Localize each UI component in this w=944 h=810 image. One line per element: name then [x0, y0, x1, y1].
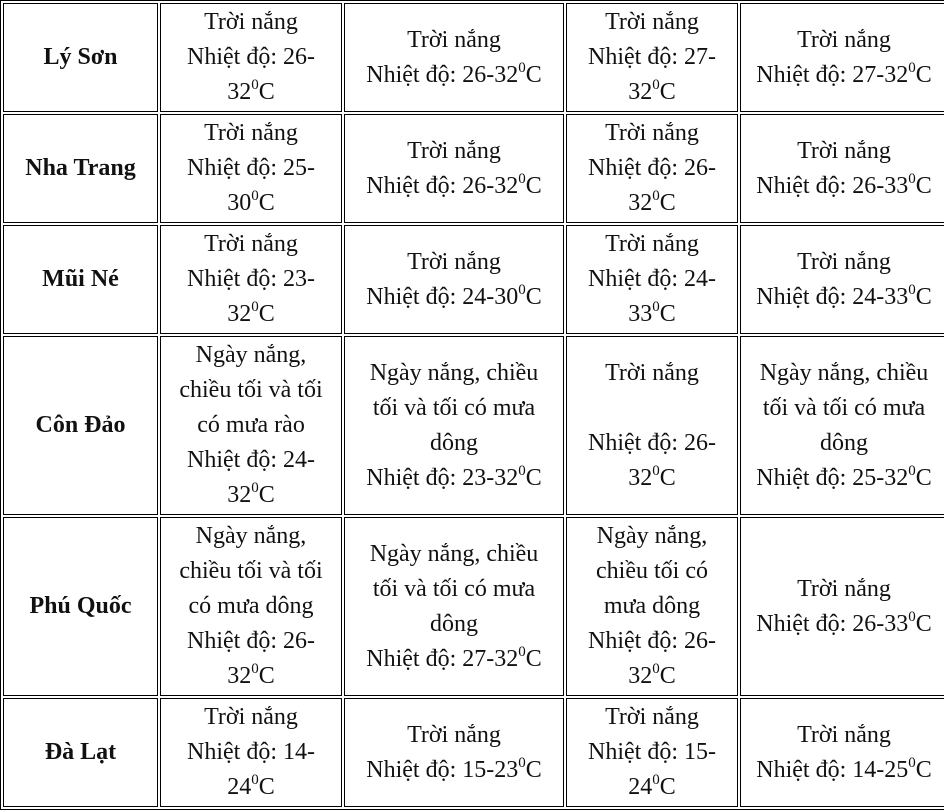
forecast-line — [165, 554, 337, 589]
forecast-text: 24 — [628, 774, 653, 800]
forecast-line — [745, 245, 943, 280]
location-name: Đà Lạt — [3, 698, 158, 807]
forecast-text: Nhiệt độ: 14-25 — [756, 756, 909, 783]
forecast-text: Nhiệt độ: 26- — [187, 44, 315, 70]
forecast-cell — [160, 225, 342, 334]
forecast-text: Trời nắng — [605, 231, 699, 257]
forecast-text: 32 — [628, 464, 653, 491]
forecast-text: Trời nắng — [797, 248, 891, 275]
forecast-line — [571, 426, 733, 461]
forecast-line — [165, 408, 337, 443]
forecast-text: Nhiệt độ: 27- — [588, 44, 716, 70]
forecast-cell — [160, 114, 342, 223]
temperature-unit: C — [258, 482, 275, 508]
degree-superscript: 0 — [908, 462, 916, 479]
forecast-line — [571, 5, 733, 40]
forecast-line — [165, 151, 337, 186]
forecast-text: 24 — [227, 774, 252, 800]
forecast-line — [745, 23, 943, 58]
forecast-line — [745, 753, 943, 788]
forecast-text: chiều tối và tối — [179, 377, 323, 403]
forecast-line — [165, 770, 337, 805]
forecast-line — [745, 461, 943, 496]
forecast-text: Nhiệt độ: 26- — [187, 628, 315, 654]
forecast-text: Trời nắng — [605, 359, 699, 386]
forecast-text: Nhiệt độ: 24- — [187, 447, 315, 473]
location-name: Phú Quốc — [3, 517, 158, 696]
forecast-line — [571, 227, 733, 262]
forecast-cell — [740, 114, 944, 223]
forecast-cell — [344, 3, 564, 112]
forecast-text: Ngày nắng, — [195, 342, 307, 368]
forecast-line — [165, 116, 337, 151]
forecast-text: Trời nắng — [797, 721, 891, 748]
location-name: Nha Trang — [3, 114, 158, 223]
forecast-text: Nhiệt độ: 26-32 — [366, 61, 519, 88]
forecast-line — [165, 262, 337, 297]
forecast-text: Nhiệt độ: 25- — [187, 155, 315, 181]
degree-superscript: 0 — [251, 661, 259, 677]
forecast-text: 30 — [227, 190, 252, 216]
forecast-text: Nhiệt độ: 26- — [588, 429, 716, 456]
forecast-line — [571, 461, 733, 496]
forecast-line — [571, 659, 733, 694]
forecast-cell — [344, 336, 564, 515]
temperature-unit: C — [258, 301, 275, 327]
forecast-line — [745, 391, 943, 426]
forecast-text: dông — [430, 610, 478, 637]
forecast-cell — [160, 698, 342, 807]
forecast-line — [349, 134, 559, 169]
forecast-text: 32 — [227, 482, 252, 508]
forecast-cell — [566, 336, 738, 515]
degree-superscript: 0 — [518, 59, 526, 76]
forecast-cell — [566, 698, 738, 807]
forecast-cell — [344, 114, 564, 223]
degree-superscript: 0 — [518, 462, 526, 479]
forecast-line — [745, 426, 943, 461]
forecast-line — [165, 297, 337, 332]
forecast-line — [571, 186, 733, 221]
forecast-text: Nhiệt độ: 25-32 — [756, 464, 909, 491]
temperature-unit: C — [915, 61, 932, 88]
forecast-line — [165, 373, 337, 408]
degree-superscript: 0 — [652, 661, 660, 677]
forecast-line — [165, 735, 337, 770]
degree-superscript: 0 — [908, 608, 916, 625]
forecast-line — [349, 245, 559, 280]
forecast-line — [349, 356, 559, 391]
forecast-text: Trời nắng — [797, 26, 891, 53]
degree-superscript: 0 — [908, 170, 916, 187]
temperature-unit: C — [525, 172, 542, 199]
forecast-line — [349, 572, 559, 607]
forecast-cell — [566, 3, 738, 112]
forecast-text: 32 — [227, 301, 252, 327]
forecast-text — [649, 395, 655, 421]
forecast-line — [165, 443, 337, 478]
degree-superscript: 0 — [518, 170, 526, 187]
forecast-cell — [344, 698, 564, 807]
forecast-text: 32 — [227, 79, 252, 105]
forecast-cell — [740, 336, 944, 515]
forecast-cell — [740, 517, 944, 696]
forecast-line — [165, 5, 337, 40]
forecast-text: Trời nắng — [407, 248, 501, 275]
table-row — [3, 3, 944, 112]
degree-superscript: 0 — [251, 772, 259, 788]
forecast-line — [571, 770, 733, 805]
forecast-cell — [566, 114, 738, 223]
forecast-text: tối và tối có mưa — [372, 575, 536, 602]
forecast-line — [349, 23, 559, 58]
temperature-unit: C — [525, 283, 542, 310]
forecast-line — [165, 338, 337, 373]
forecast-line — [165, 478, 337, 513]
forecast-text: Nhiệt độ: 23-32 — [366, 464, 519, 491]
forecast-cell — [566, 517, 738, 696]
temperature-unit: C — [915, 283, 932, 310]
forecast-text: Nhiệt độ: 24-30 — [366, 283, 519, 310]
degree-superscript: 0 — [908, 754, 916, 771]
forecast-line — [571, 40, 733, 75]
forecast-text: Trời nắng — [797, 575, 891, 602]
forecast-line — [571, 356, 733, 391]
temperature-unit: C — [659, 774, 676, 800]
forecast-line — [571, 116, 733, 151]
location-name: Mũi Né — [3, 225, 158, 334]
location-name: Côn Đảo — [3, 336, 158, 515]
forecast-line — [349, 461, 559, 496]
degree-superscript: 0 — [251, 299, 259, 315]
forecast-line — [571, 151, 733, 186]
forecast-line — [571, 554, 733, 589]
forecast-line — [571, 519, 733, 554]
temperature-unit: C — [525, 464, 542, 491]
forecast-text: Nhiệt độ: 27-32 — [756, 61, 909, 88]
forecast-cell — [740, 3, 944, 112]
forecast-line — [745, 58, 943, 93]
forecast-text: tối và tối có mưa — [372, 394, 536, 421]
forecast-text: có mưa rào — [197, 412, 305, 438]
forecast-text: Ngày nắng, chiều — [369, 540, 539, 567]
forecast-text: Nhiệt độ: 24- — [588, 266, 716, 292]
forecast-text: Trời nắng — [204, 704, 298, 730]
temperature-unit: C — [915, 610, 932, 637]
forecast-line — [349, 753, 559, 788]
forecast-line — [165, 75, 337, 110]
forecast-line — [745, 356, 943, 391]
forecast-text: Trời nắng — [605, 704, 699, 730]
forecast-line — [349, 391, 559, 426]
forecast-text: mưa dông — [603, 593, 701, 619]
forecast-text: Nhiệt độ: 26- — [588, 155, 716, 181]
forecast-text: tối và tối có mưa — [762, 394, 926, 421]
forecast-text: Trời nắng — [407, 26, 501, 53]
temperature-unit: C — [915, 464, 932, 491]
forecast-text: Nhiệt độ: 26- — [588, 628, 716, 654]
forecast-cell — [344, 225, 564, 334]
forecast-text: Trời nắng — [797, 137, 891, 164]
table-row — [3, 698, 944, 807]
forecast-line — [349, 642, 559, 677]
temperature-unit: C — [659, 301, 676, 327]
forecast-text: có mưa dông — [188, 593, 314, 619]
forecast-line — [745, 169, 943, 204]
forecast-text: Ngày nắng, chiều — [369, 359, 539, 386]
temperature-unit: C — [659, 79, 676, 105]
forecast-text: Trời nắng — [407, 137, 501, 164]
temperature-unit: C — [258, 663, 275, 689]
forecast-text: Trời nắng — [204, 9, 298, 35]
degree-superscript: 0 — [652, 772, 660, 788]
forecast-text: Nhiệt độ: 23- — [187, 266, 315, 292]
degree-superscript: 0 — [652, 299, 660, 315]
forecast-cell — [344, 517, 564, 696]
forecast-line — [165, 519, 337, 554]
forecast-line — [349, 607, 559, 642]
forecast-line — [571, 297, 733, 332]
forecast-text: dông — [430, 429, 478, 456]
forecast-text: 32 — [628, 663, 653, 689]
degree-superscript: 0 — [518, 643, 526, 660]
table-row — [3, 225, 944, 334]
forecast-line — [745, 134, 943, 169]
table-row — [3, 114, 944, 223]
location-name: Lý Sơn — [3, 3, 158, 112]
temperature-unit: C — [525, 756, 542, 783]
forecast-text: Nhiệt độ: 14- — [187, 739, 315, 765]
degree-superscript: 0 — [518, 281, 526, 298]
forecast-text: Nhiệt độ: 26-32 — [366, 172, 519, 199]
forecast-text: chiều tối và tối — [179, 558, 323, 584]
forecast-line — [571, 391, 733, 426]
forecast-text: Trời nắng — [605, 9, 699, 35]
temperature-unit: C — [258, 79, 275, 105]
temperature-unit: C — [659, 464, 676, 491]
temperature-unit: C — [915, 172, 932, 199]
forecast-line — [165, 700, 337, 735]
forecast-line — [571, 624, 733, 659]
degree-superscript: 0 — [652, 188, 660, 204]
forecast-line — [349, 280, 559, 315]
forecast-line — [571, 735, 733, 770]
forecast-line — [165, 227, 337, 262]
forecast-text: Ngày nắng, — [596, 523, 708, 549]
table-row — [3, 517, 944, 696]
forecast-line — [165, 40, 337, 75]
forecast-cell — [160, 3, 342, 112]
forecast-text: 32 — [227, 663, 252, 689]
forecast-text: Trời nắng — [204, 120, 298, 146]
degree-superscript: 0 — [518, 754, 526, 771]
forecast-line — [165, 624, 337, 659]
degree-superscript: 0 — [908, 281, 916, 298]
forecast-line — [349, 169, 559, 204]
forecast-text: Nhiệt độ: 26-33 — [756, 172, 909, 199]
forecast-cell — [566, 225, 738, 334]
forecast-text: Nhiệt độ: 15- — [588, 739, 716, 765]
temperature-unit: C — [659, 663, 676, 689]
temperature-unit: C — [659, 190, 676, 216]
forecast-cell — [740, 698, 944, 807]
forecast-text: Nhiệt độ: 26-33 — [756, 610, 909, 637]
degree-superscript: 0 — [251, 480, 259, 496]
forecast-text: dông — [820, 429, 868, 456]
forecast-text: chiều tối có — [596, 558, 708, 584]
forecast-text: Trời nắng — [605, 120, 699, 146]
forecast-line — [571, 262, 733, 297]
forecast-line — [165, 589, 337, 624]
forecast-text: 32 — [628, 79, 653, 105]
forecast-line — [349, 718, 559, 753]
forecast-line — [745, 607, 943, 642]
forecast-line — [745, 718, 943, 753]
forecast-line — [571, 589, 733, 624]
forecast-text: Trời nắng — [204, 231, 298, 257]
forecast-line — [165, 186, 337, 221]
degree-superscript: 0 — [652, 462, 660, 479]
forecast-text: Trời nắng — [407, 721, 501, 748]
forecast-text: Ngày nắng, — [195, 523, 307, 549]
forecast-line — [745, 280, 943, 315]
temperature-unit: C — [915, 756, 932, 783]
forecast-text: Nhiệt độ: 24-33 — [756, 283, 909, 310]
forecast-cell — [160, 336, 342, 515]
forecast-line — [349, 58, 559, 93]
degree-superscript: 0 — [908, 59, 916, 76]
degree-superscript: 0 — [251, 188, 259, 204]
forecast-line — [745, 572, 943, 607]
temperature-unit: C — [258, 190, 275, 216]
forecast-text: 32 — [628, 190, 653, 216]
degree-superscript: 0 — [251, 77, 259, 93]
forecast-line — [571, 75, 733, 110]
forecast-text: Ngày nắng, chiều — [759, 359, 929, 386]
temperature-unit: C — [525, 645, 542, 672]
degree-superscript: 0 — [652, 77, 660, 93]
forecast-cell — [160, 517, 342, 696]
forecast-text: 33 — [628, 301, 653, 327]
table-row — [3, 336, 944, 515]
forecast-line — [165, 659, 337, 694]
forecast-text: Nhiệt độ: 27-32 — [366, 645, 519, 672]
forecast-cell — [740, 225, 944, 334]
forecast-text: Nhiệt độ: 15-23 — [366, 756, 519, 783]
forecast-line — [571, 700, 733, 735]
forecast-line — [349, 537, 559, 572]
temperature-unit: C — [525, 61, 542, 88]
forecast-line — [349, 426, 559, 461]
temperature-unit: C — [258, 774, 275, 800]
